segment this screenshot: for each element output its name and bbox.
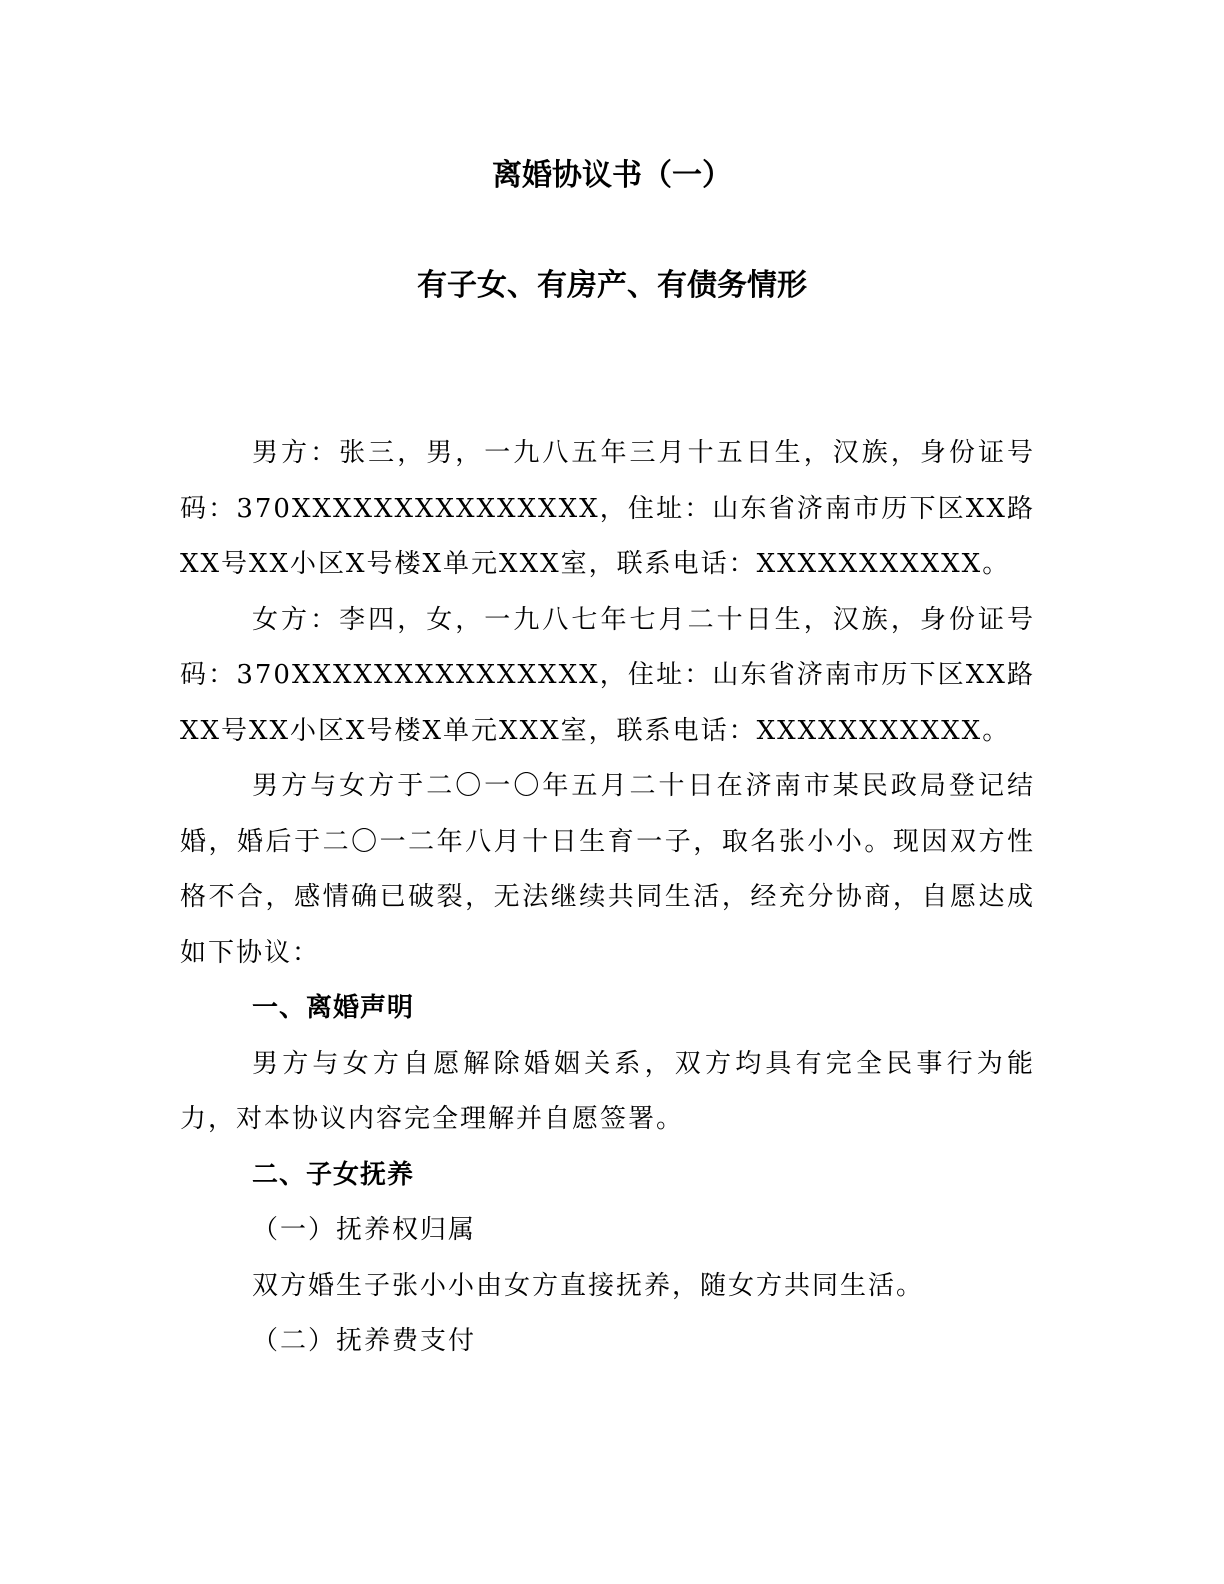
document-body <box>180 426 1035 1370</box>
subsection-text-custody: 双方婚生子张小小由女方直接抚养，随女方共同生活。 <box>252 1270 925 1301</box>
paragraph-female-party: 女方：李四，女，一九八七年七月二十日生，汉族，身份证号码：370XXXXXXXXXXXXXXX，住址：山东省济南市历下区XX路XX号XX小区X号楼X单元XXX室，联系电话：XXXXXXXXXXX。 <box>180 604 1035 746</box>
subsection-heading-child-support: （二）抚养费支付 <box>252 1326 477 1356</box>
section-heading-child-custody: 二、子女抚养 <box>252 1159 415 1190</box>
document-subtitle: 有子女、有房产、有债务情形 <box>417 268 807 303</box>
paragraph-male-party: 男方：张三，男，一九八五年三月十五日生，汉族，身份证号码：370XXXXXXXXXXXXXXX，住址：山东省济南市历下区XX路XX号XX小区X号楼X单元XXX室，联系电话：XXXXXXXXXXX。 <box>180 438 1035 579</box>
section-heading-divorce-statement: 一、离婚声明 <box>252 993 415 1023</box>
document-title: 离婚协议书（一） <box>492 158 732 193</box>
section-text-divorce-statement: 男方与女方自愿解除婚姻关系，双方均具有完全民事行为能力，对本协议内容完全理解并自愿签署。 <box>180 1048 1035 1134</box>
paragraph-intro: 男方与女方于二〇一〇年五月二十日在济南市某民政局登记结婚，婚后于二〇一二年八月十日生育一子，取名张小小。现因双方性格不合，感情确已破裂，无法继续共同生活，经充分协商，自愿达成如下协议： <box>180 771 1035 968</box>
subsection-heading-custody: （一）抚养权归属 <box>252 1215 477 1245</box>
